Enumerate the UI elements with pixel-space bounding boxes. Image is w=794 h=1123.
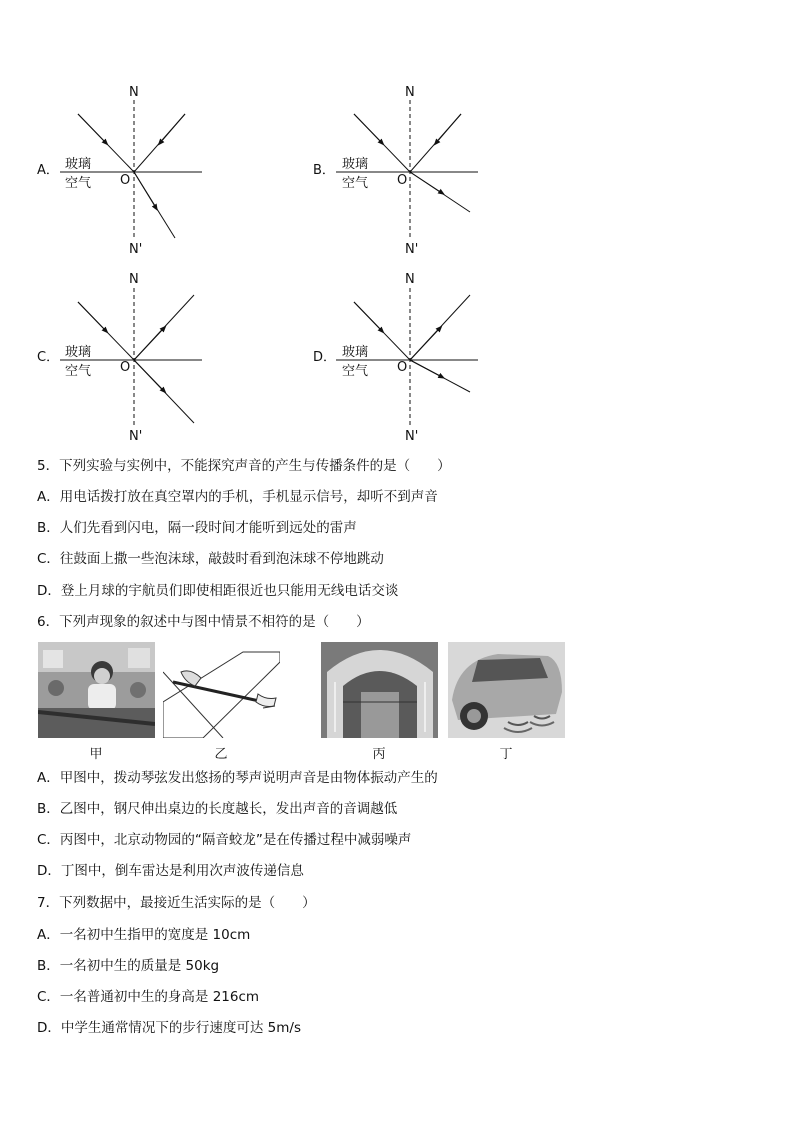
normal-top-label-a: N	[129, 85, 139, 100]
medium-top-a: 玻璃	[65, 157, 92, 172]
normal-bottom-label-a: N'	[129, 242, 143, 257]
medium-top-c: 玻璃	[65, 345, 92, 360]
option-label-c: C．	[37, 350, 60, 365]
q7-option-b[interactable]: B．一名初中生的质量是 50kg	[37, 958, 220, 974]
q5-option-d[interactable]: D．登上月球的宇航员们即使相距很近也只能用无线电话交谈	[37, 583, 399, 599]
medium-bottom-d: 空气	[342, 364, 369, 379]
diagram-b[interactable]	[313, 85, 478, 257]
photo-reversing-radar	[448, 642, 565, 738]
normal-top-label-b: N	[405, 85, 415, 100]
q7-option-a[interactable]: A．一名初中生指甲的宽度是 10cm	[37, 927, 251, 943]
origin-label-d: O	[397, 360, 408, 375]
photo-zither	[38, 642, 155, 738]
q5-option-b[interactable]: B．人们先看到闪电，隔一段时间才能听到远处的雷声	[37, 520, 357, 536]
normal-top-label-d: N	[405, 272, 415, 287]
diagram-a[interactable]	[37, 85, 202, 257]
diagram-d[interactable]	[313, 272, 478, 444]
origin-label-b: O	[397, 173, 408, 188]
q7-stem: 7．下列数据中，最接近生活实际的是（ ）	[37, 895, 316, 911]
normal-top-label-c: N	[129, 272, 139, 287]
normal-bottom-label-b: N'	[405, 242, 419, 257]
diagram-c[interactable]	[37, 272, 202, 444]
caption-ding: 丁	[499, 747, 513, 762]
photo-ruler	[163, 642, 280, 738]
origin-label-c: O	[120, 360, 131, 375]
medium-bottom-a: 空气	[65, 176, 92, 191]
normal-bottom-label-d: N'	[405, 429, 419, 444]
medium-bottom-b: 空气	[342, 176, 369, 191]
option-label-a: A．	[37, 163, 59, 178]
q5-option-a[interactable]: A．用电话拨打放在真空罩内的手机，手机显示信号，却听不到声音	[37, 489, 438, 505]
caption-yi: 乙	[214, 747, 228, 762]
q5-stem: 5．下列实验与实例中，不能探究声音的产生与传播条件的是（ ）	[37, 458, 451, 474]
photo-noise-tunnel	[321, 642, 438, 738]
medium-bottom-c: 空气	[65, 364, 92, 379]
caption-bing: 丙	[372, 747, 386, 762]
caption-jia: 甲	[89, 747, 103, 762]
q7-option-d[interactable]: D．中学生通常情况下的步行速度可达 5m/s	[37, 1020, 302, 1036]
q6-option-d[interactable]: D．丁图中，倒车雷达是利用次声波传递信息	[37, 863, 304, 879]
q6-stem: 6．下列声现象的叙述中与图中情景不相符的是（ ）	[37, 614, 370, 630]
normal-bottom-label-c: N'	[129, 429, 143, 444]
q6-option-b[interactable]: B．乙图中，钢尺伸出桌边的长度越长，发出声音的音调越低	[37, 801, 398, 817]
refraction-diagrams	[0, 0, 794, 450]
q6-option-a[interactable]: A．甲图中，拨动琴弦发出悠扬的琴声说明声音是由物体振动产生的	[37, 770, 438, 786]
origin-label-a: O	[120, 173, 131, 188]
q7-option-c[interactable]: C．一名普通初中生的身高是 216cm	[37, 989, 260, 1005]
medium-top-b: 玻璃	[342, 157, 369, 172]
q5-option-c[interactable]: C．往鼓面上撒一些泡沫球，敲鼓时看到泡沫球不停地跳动	[37, 551, 384, 567]
q6-option-c[interactable]: C．丙图中，北京动物园的“隔音蛟龙”是在传播过程中减弱噪声	[37, 832, 412, 848]
medium-top-d: 玻璃	[342, 345, 369, 360]
option-label-d: D．	[313, 350, 337, 365]
option-label-b: B．	[313, 163, 335, 178]
